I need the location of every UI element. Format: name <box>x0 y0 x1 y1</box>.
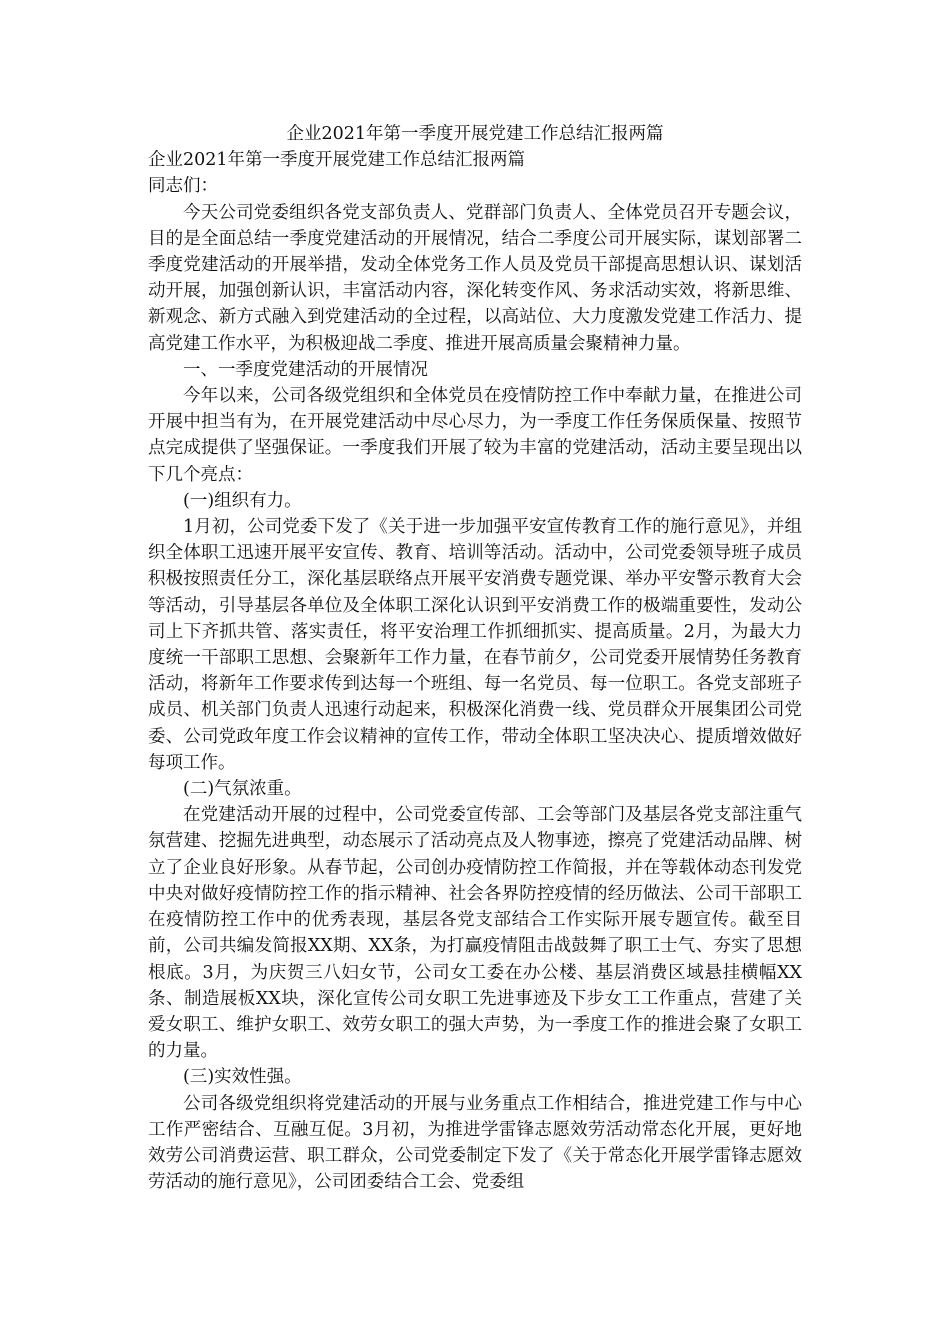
subheading-effectiveness: (三)实效性强。 <box>183 1067 302 1088</box>
salutation: 同志们： <box>148 176 218 197</box>
subheading-organization: (一)组织有力。 <box>183 490 302 511</box>
subheading-atmosphere: (二)气氛浓重。 <box>183 779 302 800</box>
paragraph-intro: 今天公司党委组织各党支部负责人、党群部门负责人、全体党员召开专题会议，目的是全面总结一季度党建活动的开展情况，结合二季度公司开展实际，谋划部署二季度党建活动的开展举措，发动全体党务工作人员及党员干部提高思想认识、谋划活动开展，加强创新认识，丰富活动内容，深化转变作风、务求活动实效，将新思维、新观念、新方式融入到党建活动的全过程，以高站位、大力度激发党建工作活力、提高党建工作水平，为积极迎战二季度、推进开展高质量会聚精神力量。 <box>148 202 802 354</box>
document-title: 企业2021年第一季度开展党建工作总结汇报两篇 <box>286 124 664 144</box>
document-page <box>148 121 802 1195</box>
paragraph-atmosphere: 在党建活动开展的过程中，公司党委宣传部、工会等部门及基层各党支部注重气氛营建、挖掘先进典型，动态展示了活动亮点及人物事迹，擦亮了党建活动品牌、树立了企业良好形象。从春节起，公司创办疫情防控工作简报，并在等载体动态刊发党中央对做好疫情防控工作的指示精神、社会各界防控疫情的经历做法、公司干部职工在疫情防控工作中的优秀表现，基层各党支部结合工作实际开展专题宣传。截至目前，公司共编发简报XX期、XX条，为打赢疫情阻击战鼓舞了职工士气、夯实了思想根底。3月，为庆贺三八妇女节，公司女工委在办公楼、基层消费区域悬挂横幅XX条、制造展板XX块，深化宣传公司女职工先进事迹及下步女工工作重点，营建了关爱女职工、维护女职工、效劳女职工的强大声势，为一季度工作的推进会聚了女职工的力量。 <box>148 805 802 1062</box>
paragraph-organization: 1月初，公司党委下发了《关于进一步加强平安宣传教育工作的施行意见》，并组织全体职工迅速开展平安宣传、教育、培训等活动。活动中，公司党委领导班子成员积极按照责任分工，深化基层联络点开展平安消费专题党课、举办平安警示教育大会等活动，引导基层各单位及全体职工深化认识到平安消费工作的极端重要性，发动公司上下齐抓共管、落实责任，将平安治理工作抓细抓实、提高质量。2月，为最大力度统一干部职工思想、会聚新年工作力量，在春节前夕，公司党委开展情势任务教育活动，将新年工作要求传到达每一个班组、每一名党员、每一位职工。各党支部班子成员、机关部门负责人迅速行动起来，积极深化消费一线、党员群众开展集团公司党委、公司党政年度工作会议精神的宣传工作，带动全体职工坚决决心、提质增效做好每项工作。 <box>148 517 802 773</box>
section-heading-1: 一、一季度党建活动的开展情况 <box>183 359 428 380</box>
paragraph-effectiveness: 公司各级党组织将党建活动的开展与业务重点工作相结合，推进党建工作与中心工作严密结合、互融互促。3月初，为推进学雷锋志愿效劳活动常态化开展，更好地效劳公司消费运营、职工群众，公司党委制定下发了《关于常态化开展学雷锋志愿效劳活动的施行意见》，公司团委结合工会、党委组 <box>148 1093 802 1193</box>
document-subtitle: 企业2021年第一季度开展党建工作总结汇报两篇 <box>148 150 526 171</box>
paragraph-overview: 今年以来，公司各级党组织和全体党员在疫情防控工作中奉献力量，在推进公司开展中担当有为，在开展党建活动中尽心尽力，为一季度工作任务保质保量、按照节点完成提供了坚强保证。一季度我们开展了较为丰富的党建活动，活动主要呈现出以下几个亮点： <box>148 386 802 485</box>
